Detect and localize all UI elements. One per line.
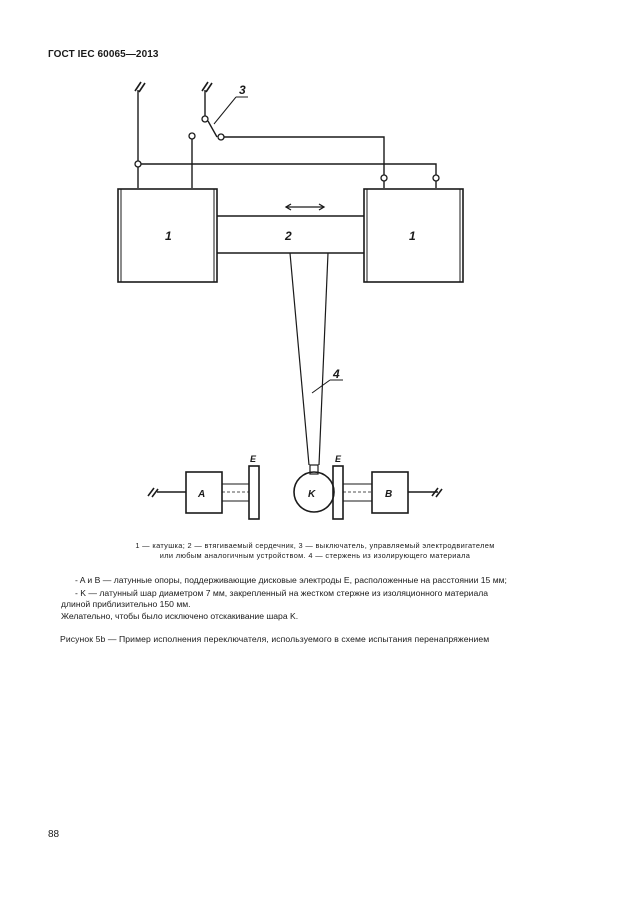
document-header: ГОСТ IEC 60065—2013 (48, 49, 159, 60)
terminals (135, 116, 439, 181)
label-core: 2 (285, 229, 292, 243)
figure-caption-line-2: или любым аналогичным устройством. 4 — стержень из изолирующего материала (159, 551, 471, 560)
note-ball-length: длиной приблизительно 150 мм. (61, 599, 191, 609)
label-electrode-left: E (250, 454, 257, 464)
electrode-left (249, 466, 259, 519)
note-supports: - A и B — латунные опоры, поддерживающие дисковые электроды E, расположенные на расстоянии 15 мм; (75, 575, 507, 585)
note-ball: - K — латунный шар диаметром 7 мм, закрепленный на жестком стержне из изоляционного материала (75, 588, 489, 598)
page-number: 88 (48, 829, 60, 840)
label-electrode-right: E (335, 454, 342, 464)
insulating-rod (290, 253, 328, 474)
wiring (138, 90, 436, 188)
movement-arrow (286, 204, 324, 210)
figure-caption-line-1: 1 — катушка; 2 — втягиваемый сердечник, 3 — выключатель, управляемый электродвигателем (135, 541, 495, 550)
label-support-b: B (385, 489, 393, 500)
label-support-a: A (198, 489, 206, 500)
label-switch: 3 (239, 83, 246, 97)
label-coil-right: 1 (409, 229, 416, 243)
label-ball: K (308, 489, 316, 500)
label-rod: 4 (333, 367, 340, 381)
figure-title: Рисунок 5b — Пример исполнения переключателя, используемого в схеме испытания перенапряжением (60, 634, 490, 644)
note-bounce: Желательно, чтобы было исключено отскакивание шара K. (61, 611, 299, 621)
ground-symbols (135, 82, 442, 497)
label-coil-left: 1 (165, 229, 172, 243)
